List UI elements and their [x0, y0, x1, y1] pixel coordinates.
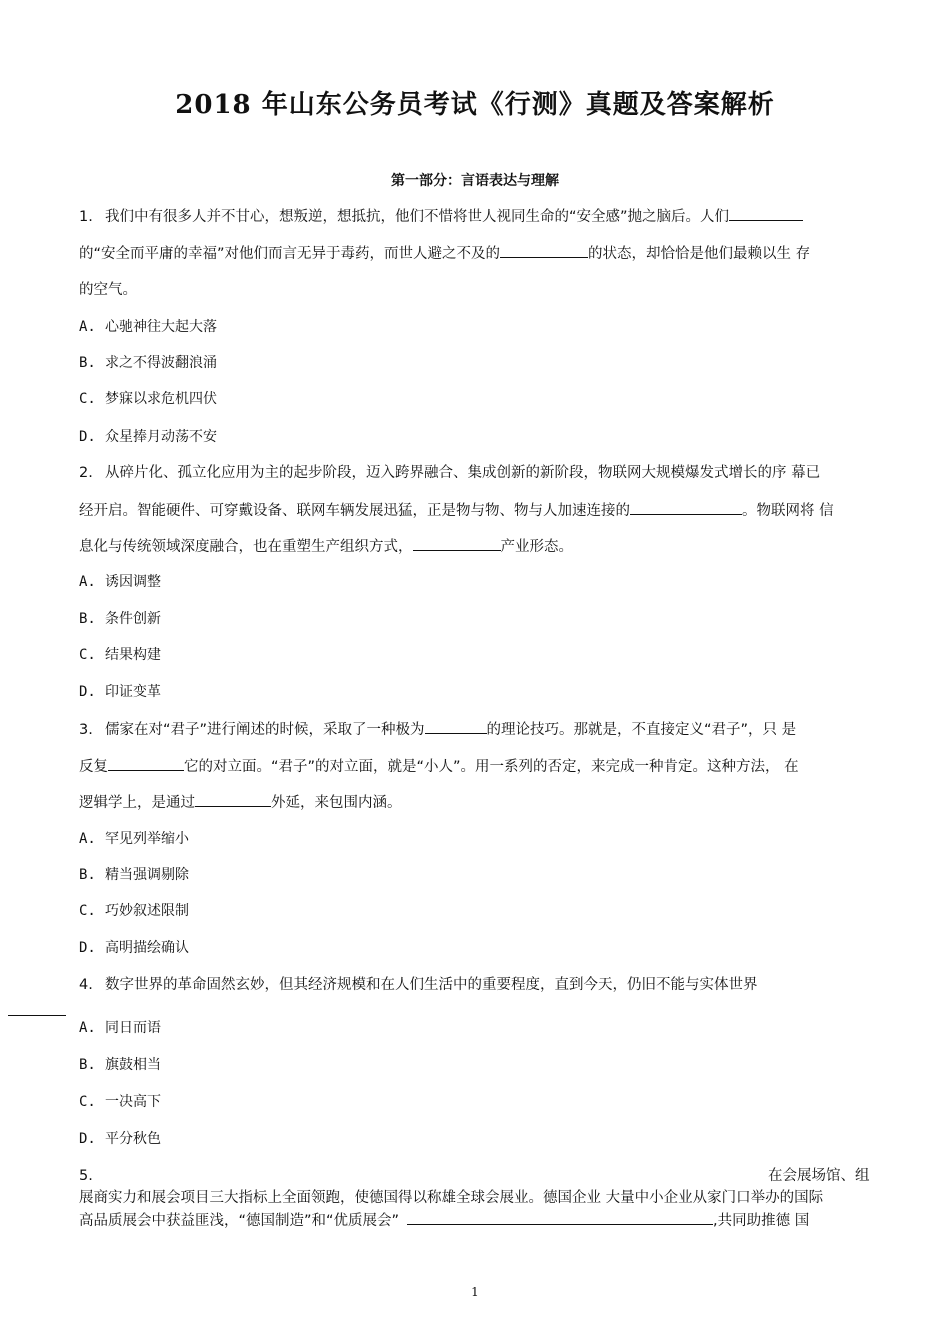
question-2-option-c: C. 结果构建 — [79, 647, 161, 663]
answer-blank — [630, 500, 742, 515]
question-4-option-a: A. 同日而语 — [79, 1020, 161, 1036]
question-2-option-b: B. 条件创新 — [79, 611, 161, 627]
question-1-option-a: A. 心驰神往大起大落 — [79, 319, 217, 335]
question-3-line-1: 3. 儒家在对“君子”进行阐述的时候，采取了一种极为 的理论技巧。那就是，不直接定义“君子”，只 是 — [79, 719, 796, 740]
question-1-option-c: C. 梦寐以求危机四伏 — [79, 391, 217, 407]
question-2-option-d: D. 印证变革 — [79, 684, 161, 700]
question-3-line-2: 反复 它的对立面。“君子”的对立面，就是“小人”。用一系列的否定，来完成一种肯定。这种方法， 在 — [79, 756, 799, 777]
question-1-line-2: 的“安全而平庸的幸福”对他们而言无异于毒药，而世人避之不及的 的状态，却恰恰是他们最赖以生 存 — [79, 243, 810, 264]
question-3-option-d: D. 高明描绘确认 — [79, 940, 189, 956]
question-3-option-b: B. 精当强调剔除 — [79, 867, 189, 883]
question-number: 2. — [79, 465, 93, 481]
question-4-option-c: C. 一决高下 — [79, 1094, 161, 1110]
answer-blank — [407, 1210, 713, 1225]
question-2-line-2: 经开启。智能硬件、可穿戴设备、联网车辆发展迅猛，正是物与物、物与人加速连接的 。物联网将 信 — [79, 500, 834, 521]
answer-blank — [425, 719, 487, 734]
question-4-line-1: 4. 数字世界的革命固然玄妙，但其经济规模和在人们生活中的重要程度，直到今天，仍旧不能与实体世界 — [79, 977, 758, 993]
question-number: 1. — [79, 209, 93, 225]
question-5-line-3: 高品质展会中获益匪浅，“德国制造”和“优质展会” ,共同助推德 国 — [79, 1210, 809, 1231]
answer-blank — [8, 1015, 66, 1016]
question-5-line-2: 展商实力和展会项目三大指标上全面领跑，使德国得以称雄全球会展业。德国企业 大量中小企业从家门口举办的国际 — [79, 1190, 824, 1206]
question-1-line-3: 的空气。 — [79, 282, 137, 298]
question-1-option-b: B. 求之不得波翻浪涌 — [79, 355, 217, 371]
question-number: 4. — [79, 977, 93, 993]
question-2-option-a: A. 诱因调整 — [79, 574, 161, 590]
answer-blank — [108, 756, 184, 771]
page-number: 1 — [471, 1285, 479, 1299]
document-title: 2018 年山东公务员考试《行测》真题及答案解析 — [175, 90, 775, 120]
question-1-line-1: 1. 我们中有很多人并不甘心，想叛逆，想抵抗，他们不惜将世人视同生命的“安全感”抛之脑后。人们 — [79, 206, 803, 227]
question-number: 3. — [79, 722, 93, 738]
answer-blank — [500, 243, 588, 258]
question-4-option-d: D. 平分秋色 — [79, 1131, 161, 1147]
question-3-option-a: A. 罕见列举缩小 — [79, 831, 189, 847]
question-2-line-1: 2. 从碎片化、孤立化应用为主的起步阶段，迈入跨界融合、集成创新的新阶段，物联网大规模爆发式增长的序 幕已 — [79, 465, 821, 481]
answer-blank — [195, 792, 271, 807]
section-heading: 第一部分：言语表达与理解 — [391, 173, 559, 189]
question-5-number: 5. — [79, 1168, 93, 1184]
question-3-option-c: C. 巧妙叙述限制 — [79, 903, 189, 919]
question-2-line-3: 息化与传统领域深度融合，也在重塑生产组织方式， 产业形态。 — [79, 536, 573, 557]
question-4-option-b: B. 旗鼓相当 — [79, 1057, 161, 1073]
question-3-line-3: 逻辑学上，是通过 外延，来包围内涵。 — [79, 792, 402, 813]
question-1-option-d: D. 众星捧月动荡不安 — [79, 429, 217, 445]
answer-blank — [729, 206, 803, 221]
question-5-line-1-end: 在会展场馆、组 — [768, 1168, 870, 1184]
answer-blank — [413, 536, 501, 551]
